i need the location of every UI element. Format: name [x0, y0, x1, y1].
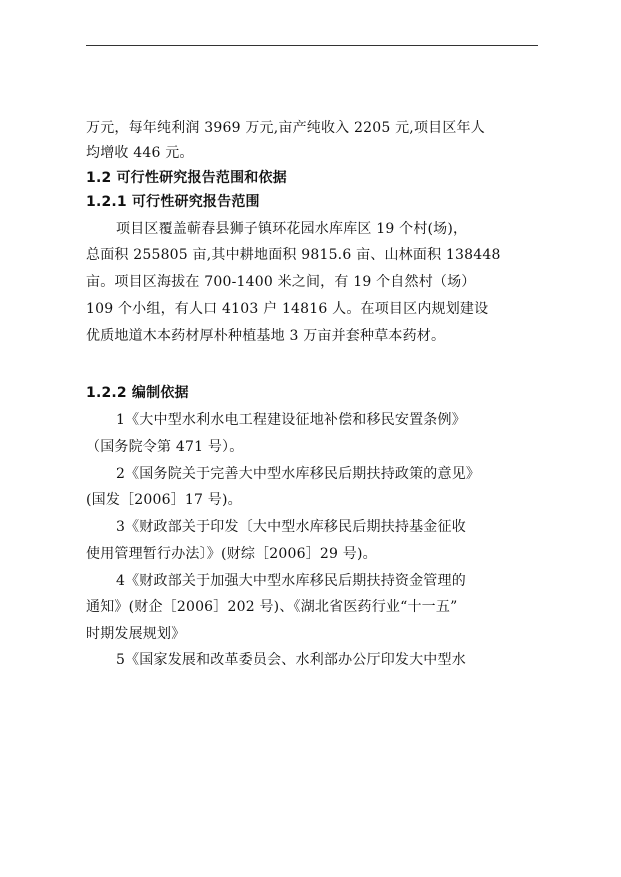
text-line: 通知》(财企［2006］202 号)、《湖北省医药行业“十一五” — [86, 599, 458, 615]
text-line: 项目区覆盖蕲春县狮子镇环花园水库库区 19 个村(场)， — [116, 221, 468, 237]
text-line: 时期发展规划》 — [86, 626, 186, 642]
header-rule — [86, 45, 538, 46]
text-line: 使用管理暂行办法〕》(财综［2006］29 号)。 — [86, 546, 377, 562]
section-heading: 1.2.2 编制依据 — [86, 385, 189, 401]
text-line: 万元，每年纯利润 3969 万元,亩产纯收入 2205 元,项目区年人 — [86, 120, 485, 136]
text-line: 4《财政部关于加强大中型水库移民后期扶持资金管理的 — [116, 573, 466, 589]
section-heading: 1.2.1 可行性研究报告范围 — [86, 194, 260, 210]
text-line: 1《大中型水利水电工程建设征地补偿和移民安置条例》 — [116, 412, 466, 428]
text-line: 均增收 446 元。 — [86, 145, 194, 161]
text-line: 优质地道木本药材厚朴种植基地 3 万亩并套种草本药材。 — [86, 328, 446, 344]
text-line: （国务院令第 471 号）。 — [86, 439, 244, 455]
text-line: 109 个小组，有人口 4103 户 14816 人。在项目区内规划建设 — [86, 301, 489, 317]
text-line: 5《国家发展和改革委员会、水利部办公厅印发大中型水 — [116, 652, 466, 668]
text-line: 3《财政部关于印发〔大中型水库移民后期扶持基金征收 — [116, 519, 466, 535]
document-body — [86, 120, 542, 668]
text-line: 总面积 255805 亩,其中耕地面积 9815.6 亩、山林面积 138448 — [86, 247, 501, 263]
text-line: 亩。项目区海拔在 700-1400 米之间，有 19 个自然村（场） — [86, 274, 476, 290]
text-line: 2《国务院关于完善大中型水库移民后期扶持政策的意见》 — [116, 466, 481, 482]
text-line: (国发［2006］17 号)。 — [86, 492, 242, 508]
section-heading: 1.2 可行性研究报告范围和依据 — [86, 170, 287, 186]
